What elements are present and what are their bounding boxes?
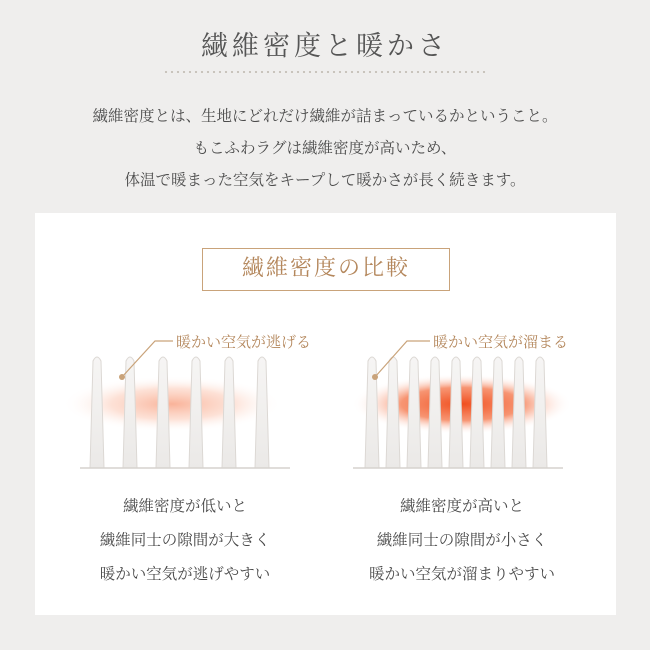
fiber [407, 357, 421, 468]
intro-line: 繊維密度とは、生地にどれだけ繊維が詰まっているかということ。 [92, 107, 558, 125]
callout-low: 暖かい空気が逃げる [176, 333, 312, 351]
fiber [491, 357, 505, 468]
fiber [255, 357, 269, 468]
page-title: 繊維密度と暖かさ [201, 31, 449, 62]
callout-dot-low [119, 374, 125, 380]
high-density-diagram [352, 333, 572, 468]
intro-text [0, 100, 650, 196]
callout-line-high [375, 341, 430, 377]
caption-line: 繊維密度が低いと [122, 497, 247, 515]
low-density-diagram [62, 333, 311, 468]
fibers-high [365, 357, 547, 468]
intro-line: 体温で暖まった空気をキープして暖かさが長く続きます。 [124, 171, 526, 189]
fiber [512, 357, 526, 468]
fiber [156, 357, 170, 468]
caption-line: 繊維同士の隙間が小さく [376, 531, 548, 549]
intro-line: もこふわラグは繊維密度が高いため、 [193, 139, 457, 157]
caption-low [65, 489, 305, 591]
comparison-heading: 繊維密度の比較 [202, 248, 450, 291]
fiber [533, 357, 547, 468]
fiber [189, 357, 203, 468]
fiber [90, 357, 104, 468]
dotted-divider [163, 71, 487, 73]
caption-line: 繊維同士の隙間が大きく [99, 531, 271, 549]
caption-line: 暖かい空気が逃げやすい [99, 565, 271, 583]
callout-dot-high [372, 374, 378, 380]
fiber [365, 357, 379, 468]
fiber [386, 357, 400, 468]
fiber [470, 357, 484, 468]
caption-line: 暖かい空気が溜まりやすい [368, 565, 555, 583]
caption-high [342, 489, 582, 591]
callout-high: 暖かい空気が溜まる [433, 333, 569, 351]
fiber-density-diagram [35, 313, 616, 483]
caption-line: 繊維密度が高いと [399, 497, 524, 515]
fiber [428, 357, 442, 468]
fiber [449, 357, 463, 468]
fiber [222, 357, 236, 468]
comparison-card [35, 213, 616, 615]
